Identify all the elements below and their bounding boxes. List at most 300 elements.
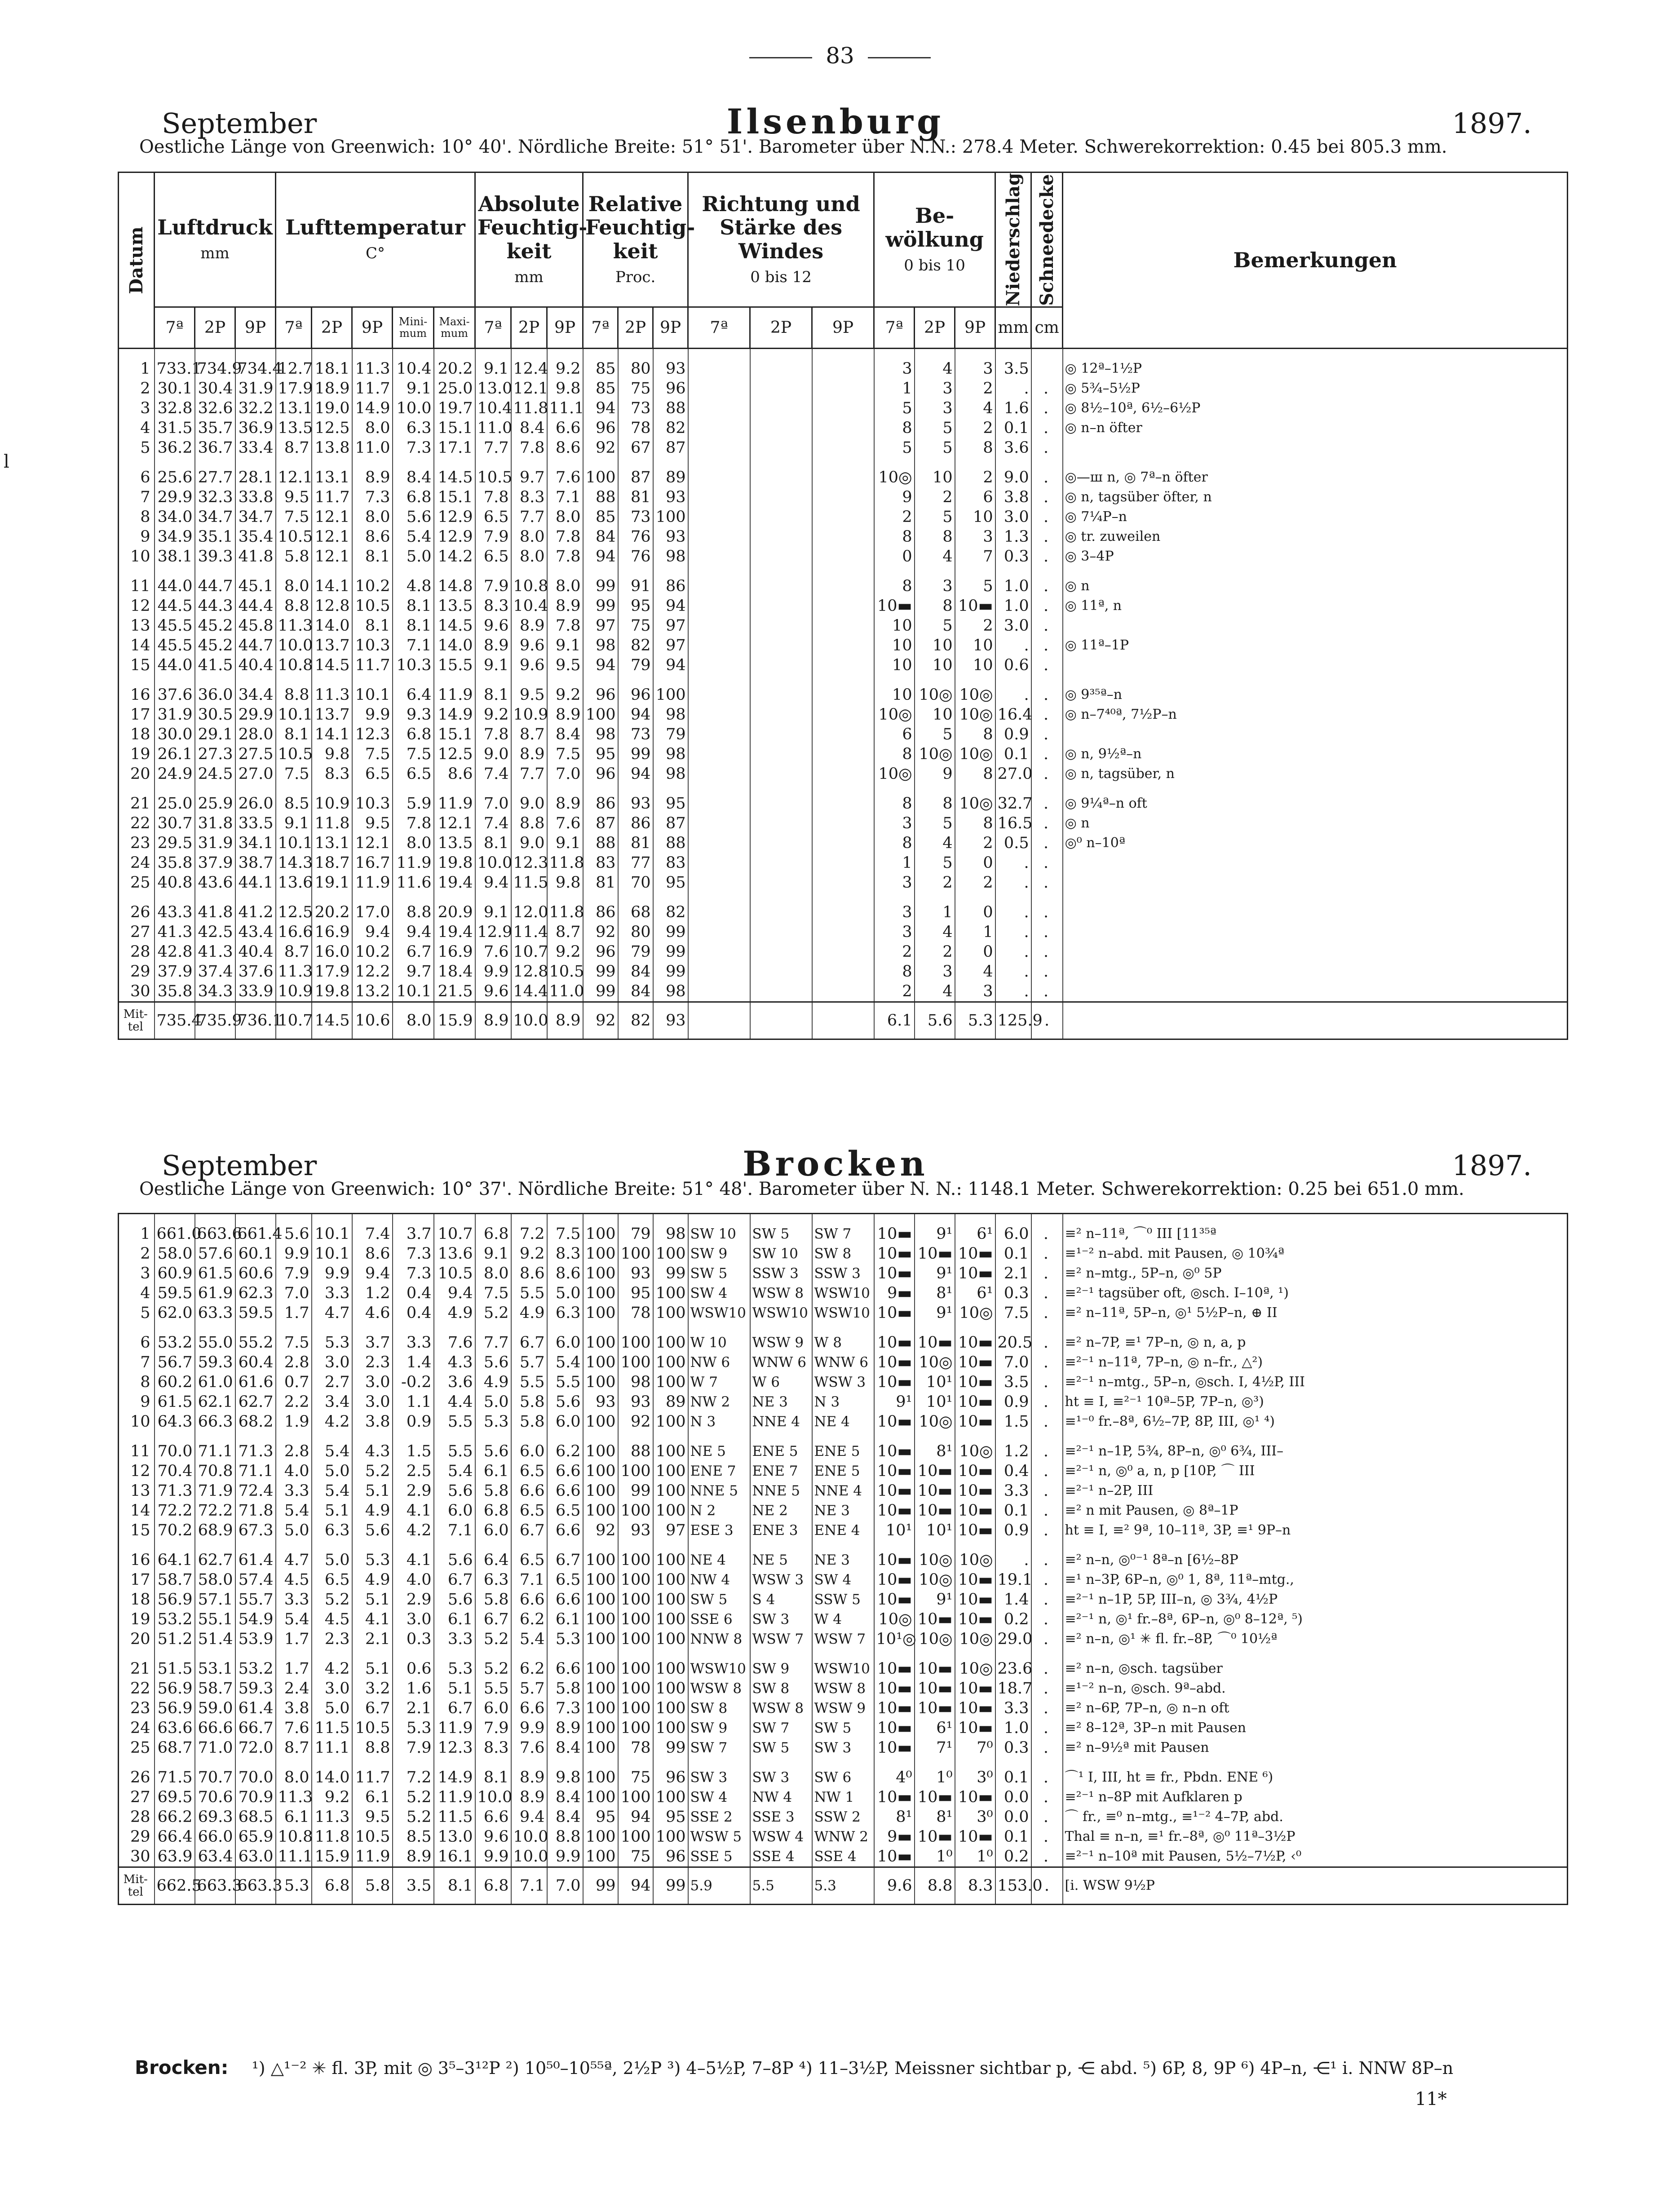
remarks: ◎ n [1063,814,1568,833]
abs-9: 10.5 [547,962,583,982]
temp-9: 10.5 [352,1827,393,1847]
temp-9: 4.3 [352,1432,393,1461]
temp-max: 8.6 [434,764,475,784]
wind-2: WSW 7 [750,1629,812,1649]
precip: 0.6 [995,655,1031,675]
abs-2: 6.5 [511,1540,547,1570]
precip: 32.7 [995,784,1031,814]
abs-7: 8.1 [475,1758,511,1787]
temp-7: 10.1 [276,833,312,853]
snow: . [1031,1214,1063,1244]
pressure-9: 45.8 [235,616,276,636]
precip: 7.5 [995,1303,1031,1323]
temp-2: 5.3 [312,1323,352,1353]
day-cell: 2 [119,1244,155,1264]
abs-7: 6.8 [475,1501,511,1521]
abs-7: 5.2 [475,1629,511,1649]
snow: . [1031,379,1063,398]
pressure-9: 35.4 [235,527,276,547]
snow: . [1031,764,1063,784]
brocken-body [119,1214,1568,1905]
cloud-2: 10 [915,458,955,487]
cloud-9: 10◎ [955,744,995,764]
wind-7 [688,784,750,814]
temp-2: 10.1 [312,1244,352,1264]
abs-2: 8.9 [511,1787,547,1807]
wind-9: WNW 2 [812,1827,874,1847]
mean-cell [1063,1002,1568,1039]
wind-9 [812,418,874,438]
mean-cell: 662.5 [155,1867,195,1905]
abs-9: 7.0 [547,764,583,784]
temp-2: 4.2 [312,1649,352,1679]
header-niederschlag: Niederschlag [995,172,1031,307]
temp-9: 11.7 [352,655,393,675]
temp-min: 7.1 [393,636,434,655]
abs-2: 6.6 [511,1698,547,1718]
temp-max: 5.3 [434,1649,475,1679]
temp-7: 10.0 [276,636,312,655]
abs-7: 8.0 [475,1264,511,1283]
abs-2: 5.8 [511,1412,547,1432]
station-name-brocken: Brocken [743,1144,928,1184]
temp-7: 17.9 [276,379,312,398]
rel-9: 100 [653,1570,688,1590]
abs-9: 7.5 [547,1214,583,1244]
mean-cell: 99 [583,1867,618,1905]
pressure-7: 44.0 [155,566,195,596]
pressure-7: 34.9 [155,527,195,547]
precip: 0.1 [995,1244,1031,1264]
abs-2: 8.0 [511,527,547,547]
wind-2 [750,418,812,438]
temp-max: 3.3 [434,1629,475,1649]
wind-7: SW 4 [688,1283,750,1303]
wind-2 [750,922,812,942]
remarks: ◎ 3–4P [1063,547,1568,566]
temp-min: 6.4 [393,675,434,705]
table-row [119,655,1568,675]
temp-7: 10.5 [276,744,312,764]
cloud-2: 6¹ [915,1718,955,1738]
precip: . [995,379,1031,398]
temp-9: 1.2 [352,1283,393,1303]
temp-9: 8.6 [352,527,393,547]
cloud-2: 5 [915,418,955,438]
temp-2: 12.8 [312,596,352,616]
remarks: ≡² n–7P, ≡¹ 7P–n, ◎ n, a, p [1063,1323,1568,1353]
pressure-2: 32.6 [195,398,235,418]
abs-9: 8.7 [547,922,583,942]
cloud-7: 10 [874,636,915,655]
rel-2: 100 [618,1244,653,1264]
temp-2: 13.7 [312,636,352,655]
wind-2 [750,675,812,705]
temp-9: 5.3 [352,1540,393,1570]
wind-7: NW 4 [688,1570,750,1590]
wind-9 [812,379,874,398]
rel-7: 100 [583,1847,618,1867]
snow: . [1031,1303,1063,1323]
cloud-7: 2 [874,982,915,1002]
wind-2: SW 3 [750,1758,812,1787]
header-luftdruck [155,172,276,307]
wind-9 [812,982,874,1002]
abs-2: 6.5 [511,1461,547,1481]
wind-7: ENE 7 [688,1461,750,1481]
cloud-7: 10▬ [874,1540,915,1570]
wind-2 [750,547,812,566]
temp-7: 4.5 [276,1570,312,1590]
temp-max: 14.2 [434,547,475,566]
pressure-7: 62.0 [155,1303,195,1323]
remarks: ⌒¹ I, III, ht ≡ fr., Pbdn. ENE ⁶) [1063,1758,1568,1787]
table-row [119,527,1568,547]
day-cell: 5 [119,438,155,458]
rel-2: 80 [618,922,653,942]
remarks: ◎—ш n, ◎ 7ª–n öfter [1063,458,1568,487]
abs-2: 11.5 [511,873,547,893]
abs-7: 7.0 [475,784,511,814]
precip: 0.3 [995,547,1031,566]
wind-7 [688,655,750,675]
h-t9: 9P [352,307,393,348]
temp-9: 17.0 [352,893,393,922]
abs-2: 10.4 [511,596,547,616]
cloud-2: 1⁰ [915,1758,955,1787]
abs-9: 7.8 [547,527,583,547]
wind-2 [750,814,812,833]
abs-2: 8.9 [511,1758,547,1787]
rel-9: 98 [653,764,688,784]
precip: 9.0 [995,458,1031,487]
remarks: ht ≡ I, ≡² 9ª, 10–11ª, 3P, ≡¹ 9P–n [1063,1521,1568,1540]
footnote-text: ¹) △¹⁻² ✳ fl. 3P, mit ◎ 3⁵–3¹²P ²) 10⁵⁰–10⁵⁵ª, 2½P ³) 4–5½P, 7–8P ⁴) 11–3½P, Meissner sichtbar p, ⋲ abd. ⁵) 6P, 8, 9P ⁶) 4P–n, ⋲¹ i. NNW 8P–n [252,2058,1454,2078]
wind-7 [688,873,750,893]
h-t7: 7ª [276,307,312,348]
h-p2: 2P [195,307,235,348]
pressure-2: 27.7 [195,458,235,487]
rel-7: 98 [583,725,618,744]
temp-7: 3.3 [276,1590,312,1609]
year-ilsenburg: 1897. [1452,107,1532,140]
temp-2: 12.1 [312,547,352,566]
snow: . [1031,398,1063,418]
table-row [119,596,1568,616]
table-row [119,1570,1568,1590]
precip: 0.3 [995,1283,1031,1303]
wind-2: WSW 3 [750,1570,812,1590]
wind-7: N 2 [688,1501,750,1521]
cloud-2: 10▬ [915,1244,955,1264]
cloud-7: 10▬ [874,1353,915,1372]
temp-min: 2.9 [393,1481,434,1501]
pressure-9: 44.7 [235,636,276,655]
rel-2: 91 [618,566,653,596]
remarks: ≡²⁻¹ n, ◎¹ fr.–8ª, 6P–n, ◎⁰ 8–12ª, ⁵) [1063,1609,1568,1629]
rel-9: 99 [653,922,688,942]
rel-9: 100 [653,1481,688,1501]
cloud-7: 9▬ [874,1283,915,1303]
mean-cell: 663.3 [235,1867,276,1905]
cloud-9: 1 [955,922,995,942]
rel-2: 96 [618,675,653,705]
remarks: ◎ 9³⁵ª–n [1063,675,1568,705]
rel-7: 100 [583,1758,618,1787]
cloud-7: 10▬ [874,1847,915,1867]
temp-7: 5.4 [276,1501,312,1521]
cloud-2: 8¹ [915,1283,955,1303]
snow: . [1031,1738,1063,1758]
pressure-9: 33.4 [235,438,276,458]
rel-7: 92 [583,438,618,458]
mean-cell [750,1002,812,1039]
cloud-2: 10¹ [915,1392,955,1412]
temp-max: 6.7 [434,1698,475,1718]
day-cell: 20 [119,1629,155,1649]
table-row [119,566,1568,596]
cloud-9: 3⁰ [955,1807,995,1827]
wind-7: NW 2 [688,1392,750,1412]
rel-7: 100 [583,1698,618,1718]
wind-2: WSW 4 [750,1827,812,1847]
day-cell: 25 [119,873,155,893]
h-p9: 9P [235,307,276,348]
abs-7: 6.0 [475,1521,511,1540]
rel-9: 100 [653,1698,688,1718]
abs-2: 11.8 [511,398,547,418]
precip: . [995,636,1031,655]
abs-9: 6.3 [547,1303,583,1323]
abs-7: 5.0 [475,1392,511,1412]
cloud-7: 10▬ [874,1244,915,1264]
pressure-7: 32.8 [155,398,195,418]
rel-9: 100 [653,507,688,527]
h-min: Mini-mum [393,307,434,348]
temp-max: 5.6 [434,1481,475,1501]
temp-7: 8.5 [276,784,312,814]
pressure-2: 663.6 [195,1214,235,1244]
temp-2: 11.8 [312,814,352,833]
pressure-7: 58.7 [155,1570,195,1590]
abs-9: 8.3 [547,1244,583,1264]
temp-max: 4.3 [434,1353,475,1372]
abs-7: 8.9 [475,636,511,655]
pressure-9: 71.1 [235,1461,276,1481]
abs-9: 9.8 [547,873,583,893]
abs-9: 8.9 [547,596,583,616]
temp-2: 14.1 [312,725,352,744]
wind-7 [688,458,750,487]
mean-cell [812,1002,874,1039]
pressure-9: 60.4 [235,1353,276,1372]
rel-2: 68 [618,893,653,922]
temp-min: 4.1 [393,1540,434,1570]
pressure-7: 45.5 [155,636,195,655]
cloud-2: 3 [915,566,955,596]
day-cell: 5 [119,1303,155,1323]
temp-min: 6.3 [393,418,434,438]
temp-max: 12.5 [434,744,475,764]
temp-7: 2.8 [276,1432,312,1461]
table-row [119,1738,1568,1758]
temp-2: 6.3 [312,1521,352,1540]
temp-max: 5.5 [434,1432,475,1461]
rel-2: 99 [618,1481,653,1501]
mean-cell: 10.6 [352,1002,393,1039]
temp-2: 10.1 [312,1214,352,1244]
pressure-2: 55.0 [195,1323,235,1353]
temp-max: 14.0 [434,636,475,655]
rel-2: 75 [618,1847,653,1867]
temp-max: 13.0 [434,1827,475,1847]
cloud-7: 10◎ [874,764,915,784]
rel-2: 93 [618,1392,653,1412]
abs-7: 8.3 [475,596,511,616]
day-cell: 30 [119,982,155,1002]
wind-7 [688,636,750,655]
abs-2: 5.5 [511,1283,547,1303]
temp-min: 9.4 [393,922,434,942]
temp-min: 1.1 [393,1392,434,1412]
pressure-7: 44.0 [155,655,195,675]
temp-9: 10.3 [352,636,393,655]
abs-2: 12.8 [511,962,547,982]
temp-min: 11.6 [393,873,434,893]
pressure-7: 53.2 [155,1609,195,1629]
rel-2: 93 [618,784,653,814]
wind-9 [812,962,874,982]
pressure-9: 60.6 [235,1264,276,1283]
snow: . [1031,1679,1063,1698]
wind-9: SSE 4 [812,1847,874,1867]
abs-7: 9.2 [475,705,511,725]
day-cell: 15 [119,1521,155,1540]
abs-2: 6.6 [511,1590,547,1609]
precip: 3.5 [995,348,1031,379]
rel-2: 100 [618,1590,653,1609]
abs-2: 10.7 [511,942,547,962]
day-cell: 28 [119,1807,155,1827]
temp-max: 14.9 [434,705,475,725]
pressure-7: 40.8 [155,873,195,893]
cloud-2: 3 [915,962,955,982]
wind-2 [750,596,812,616]
temp-7: 8.0 [276,566,312,596]
pressure-7: 37.6 [155,675,195,705]
temp-max: 14.5 [434,616,475,636]
snow: . [1031,636,1063,655]
pressure-7: 70.0 [155,1432,195,1461]
rel-7: 100 [583,458,618,487]
rel-9: 97 [653,636,688,655]
mean-cell: 6.8 [475,1867,511,1905]
wind-2 [750,744,812,764]
pressure-9: 54.9 [235,1609,276,1629]
cloud-2: 4 [915,547,955,566]
h-w9: 9P [812,307,874,348]
wind-9: NNE 4 [812,1481,874,1501]
table-row [119,1521,1568,1540]
mean-cell: 92 [583,1002,618,1039]
h-b9: 9P [955,307,995,348]
temp-9: 7.4 [352,1214,393,1244]
wind-7 [688,764,750,784]
temp-min: 4.2 [393,1521,434,1540]
rel-9: 100 [653,1649,688,1679]
cloud-7: 8 [874,784,915,814]
abs-9: 8.0 [547,507,583,527]
cloud-7: 10 [874,675,915,705]
temp-min: 9.3 [393,705,434,725]
pressure-9: 55.7 [235,1590,276,1609]
abs-7: 12.9 [475,922,511,942]
temp-min: 2.5 [393,1461,434,1481]
cloud-9: 2 [955,873,995,893]
abs-9: 6.6 [547,1461,583,1481]
cloud-7: 5 [874,438,915,458]
table-row [119,1847,1568,1867]
pressure-9: 67.3 [235,1521,276,1540]
cloud-7: 8 [874,418,915,438]
rel-7: 96 [583,675,618,705]
abs-2: 12.0 [511,893,547,922]
remarks: ◎ n–n öfter [1063,418,1568,438]
abs-7: 9.9 [475,1847,511,1867]
wind-7 [688,853,750,873]
remarks: ◎ 11ª, n [1063,596,1568,616]
pressure-2: 44.3 [195,596,235,616]
temp-max: 19.8 [434,853,475,873]
rel-7: 100 [583,1283,618,1303]
pressure-2: 59.0 [195,1698,235,1718]
mean-cell: 9.6 [874,1867,915,1905]
wind-2: ENE 7 [750,1461,812,1481]
remarks: ◎ n–7⁴⁰ª, 7½P–n [1063,705,1568,725]
cloud-7: 3 [874,922,915,942]
wind-2 [750,398,812,418]
temp-min: 0.4 [393,1303,434,1323]
abs-9: 11.8 [547,893,583,922]
precip: 0.0 [995,1807,1031,1827]
page-number-text: 83 [826,43,854,69]
pressure-9: 28.0 [235,725,276,744]
abs-2: 7.7 [511,507,547,527]
temp-9: 11.7 [352,379,393,398]
precip: 16.4 [995,705,1031,725]
abs-7: 9.1 [475,348,511,379]
temp-7: 12.7 [276,348,312,379]
wind-9 [812,398,874,418]
cloud-2: 5 [915,616,955,636]
rel-2: 73 [618,507,653,527]
cloud-9: 2 [955,418,995,438]
temp-max: 15.1 [434,487,475,507]
temp-2: 5.4 [312,1481,352,1501]
pressure-7: 70.4 [155,1461,195,1481]
temp-2: 2.3 [312,1629,352,1649]
footnote-label: Brocken: [135,2056,229,2078]
temp-9: 11.0 [352,438,393,458]
pressure-2: 62.1 [195,1392,235,1412]
precip: 3.5 [995,1372,1031,1392]
abs-2: 6.6 [511,1481,547,1501]
abs-9: 5.4 [547,1353,583,1372]
pressure-9: 41.8 [235,547,276,566]
abs-2: 8.3 [511,487,547,507]
table-row [119,1432,1568,1461]
cloud-2: 8 [915,596,955,616]
